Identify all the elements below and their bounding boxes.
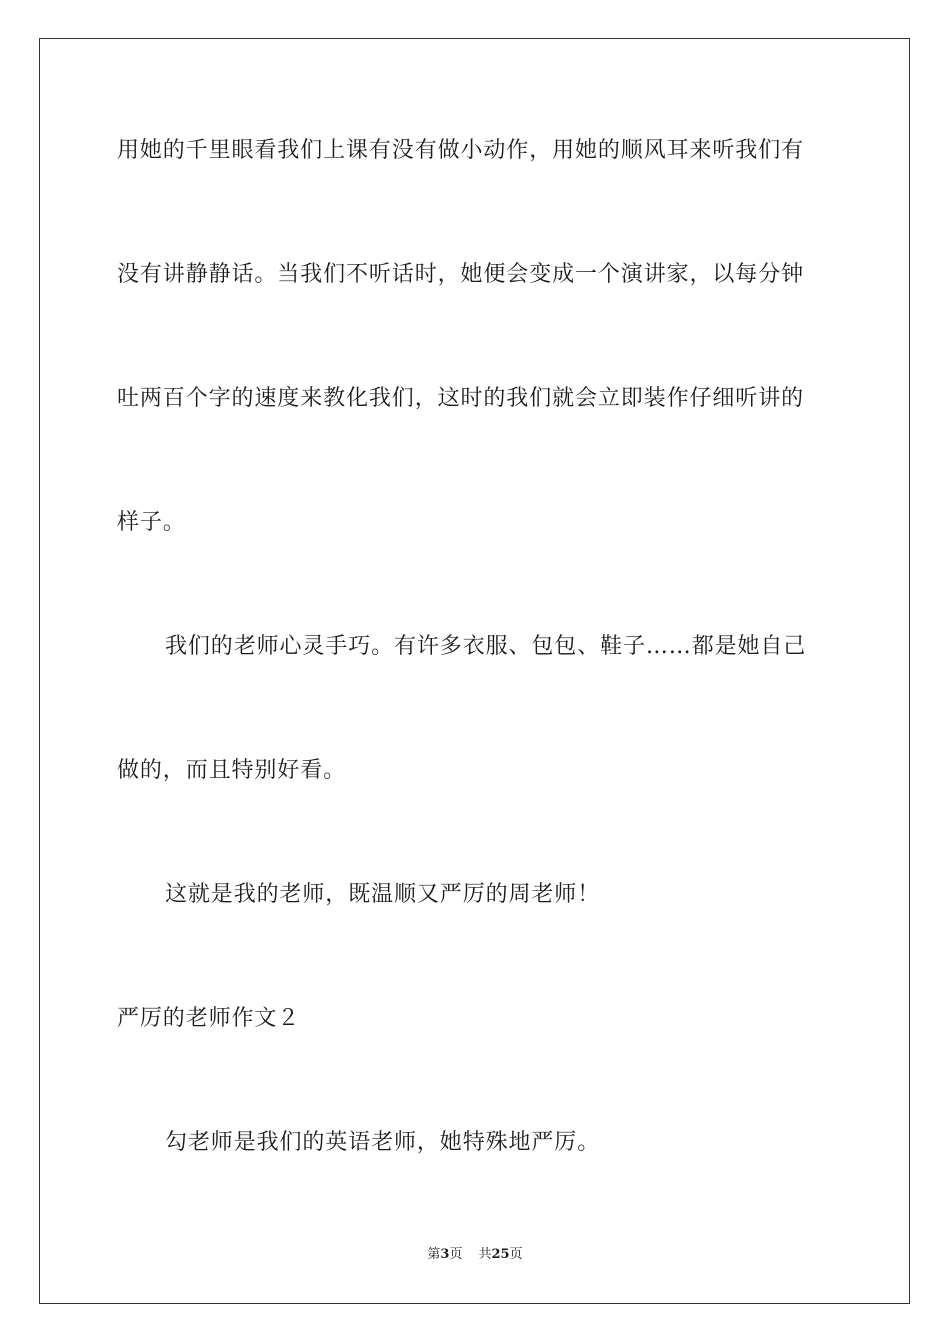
page-total: 25 xyxy=(491,1247,510,1262)
body-line-5: 我们的老师心灵手巧。有许多衣服、包包、鞋子……都是她自己 xyxy=(165,634,807,659)
body-line-1: 用她的千里眼看我们上课有没有做小动作，用她的顺风耳来听我们有 xyxy=(117,138,805,163)
page-suffix: 页 xyxy=(449,1247,463,1262)
total-suffix: 页 xyxy=(509,1247,523,1262)
body-line-4: 样子。 xyxy=(117,510,186,535)
body-line-8: 勾老师是我们的英语老师，她特殊地严厉。 xyxy=(165,1130,601,1155)
body-line-3: 吐两百个字的速度来教化我们，这时的我们就会立即装作仔细听讲的 xyxy=(117,386,805,411)
page-footer xyxy=(0,1246,950,1264)
section-heading: 严厉的老师作文２ xyxy=(117,1006,301,1031)
total-prefix: 共 xyxy=(478,1247,492,1262)
body-line-7: 这就是我的老师，既温顺又严厉的周老师！ xyxy=(165,882,601,907)
page-frame xyxy=(39,38,910,1304)
page-current: 3 xyxy=(440,1247,450,1262)
body-line-6: 做的，而且特别好看。 xyxy=(117,758,347,783)
page-prefix: 第 xyxy=(427,1247,441,1262)
body-line-2: 没有讲静静话。当我们不听话时，她便会变成一个演讲家，以每分钟 xyxy=(117,262,805,287)
